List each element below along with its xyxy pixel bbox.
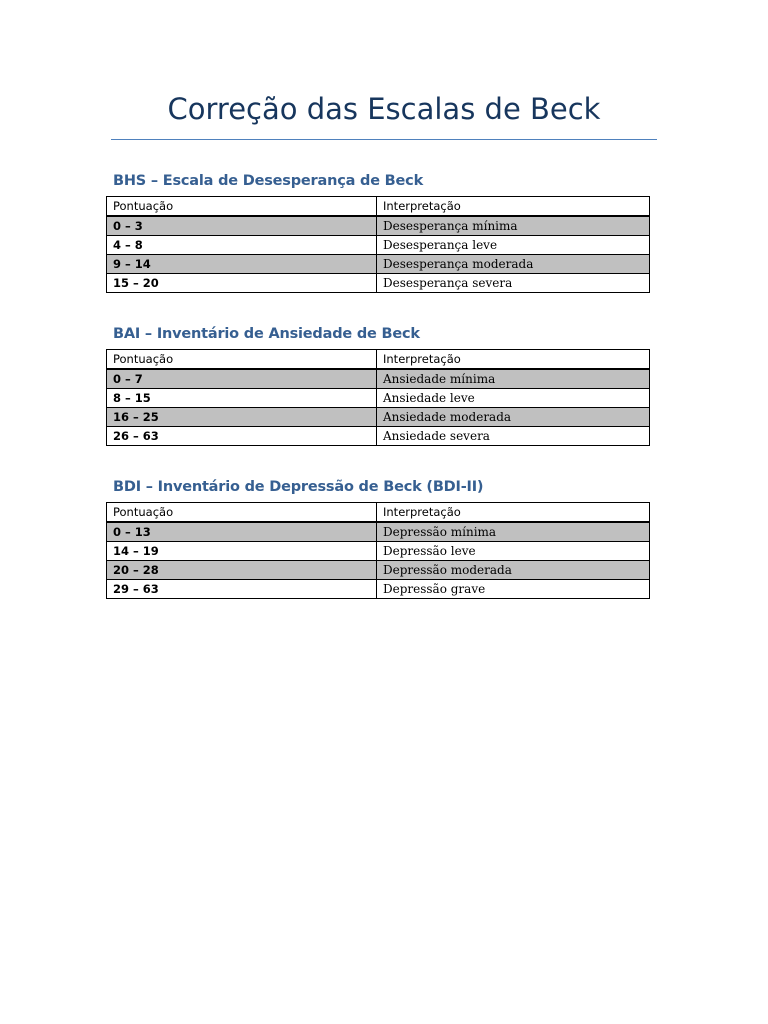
score-range-cell: 4 – 8 [107,236,377,255]
score-range-cell: 0 – 13 [107,522,377,542]
table-header-row [107,197,650,217]
table-row [107,580,650,599]
score-range-cell: 20 – 28 [107,561,377,580]
score-table [106,196,650,293]
score-range-cell: 26 – 63 [107,427,377,446]
interpretation-cell: Depressão grave [377,580,650,599]
score-range-cell: 14 – 19 [107,542,377,561]
column-header-interpretation: Interpretação [377,503,650,523]
column-header-score: Pontuação [107,503,377,523]
table-row [107,542,650,561]
column-header-score: Pontuação [107,350,377,370]
interpretation-cell: Depressão leve [377,542,650,561]
section-heading: BDI – Inventário de Depressão de Beck (BDI-II) [113,479,484,495]
title-underline [111,139,657,140]
interpretation-cell: Desesperança severa [377,274,650,293]
table-row [107,274,650,293]
table-row [107,216,650,236]
interpretation-cell: Ansiedade severa [377,427,650,446]
score-table [106,502,650,599]
document-title: Correção das Escalas de Beck [167,92,601,126]
interpretation-cell: Desesperança moderada [377,255,650,274]
interpretation-cell: Ansiedade leve [377,389,650,408]
table-row [107,389,650,408]
score-range-cell: 15 – 20 [107,274,377,293]
table-header-row [107,503,650,523]
column-header-interpretation: Interpretação [377,197,650,217]
section-heading: BAI – Inventário de Ansiedade de Beck [113,326,420,342]
interpretation-cell: Desesperança leve [377,236,650,255]
table-row [107,369,650,389]
table-row [107,561,650,580]
section-heading: BHS – Escala de Desesperança de Beck [113,173,424,189]
score-range-cell: 0 – 7 [107,369,377,389]
score-table [106,349,650,446]
interpretation-cell: Depressão mínima [377,522,650,542]
interpretation-cell: Desesperança mínima [377,216,650,236]
section-bdi [106,478,649,599]
interpretation-cell: Ansiedade mínima [377,369,650,389]
interpretation-cell: Depressão moderada [377,561,650,580]
table-row [107,255,650,274]
score-range-cell: 0 – 3 [107,216,377,236]
score-range-cell: 8 – 15 [107,389,377,408]
table-row [107,427,650,446]
table-row [107,236,650,255]
score-range-cell: 16 – 25 [107,408,377,427]
interpretation-cell: Ansiedade moderada [377,408,650,427]
section-bhs [106,172,649,293]
table-header-row [107,350,650,370]
table-row [107,522,650,542]
table-row [107,408,650,427]
column-header-interpretation: Interpretação [377,350,650,370]
score-range-cell: 29 – 63 [107,580,377,599]
column-header-score: Pontuação [107,197,377,217]
section-bai [106,325,649,446]
score-range-cell: 9 – 14 [107,255,377,274]
